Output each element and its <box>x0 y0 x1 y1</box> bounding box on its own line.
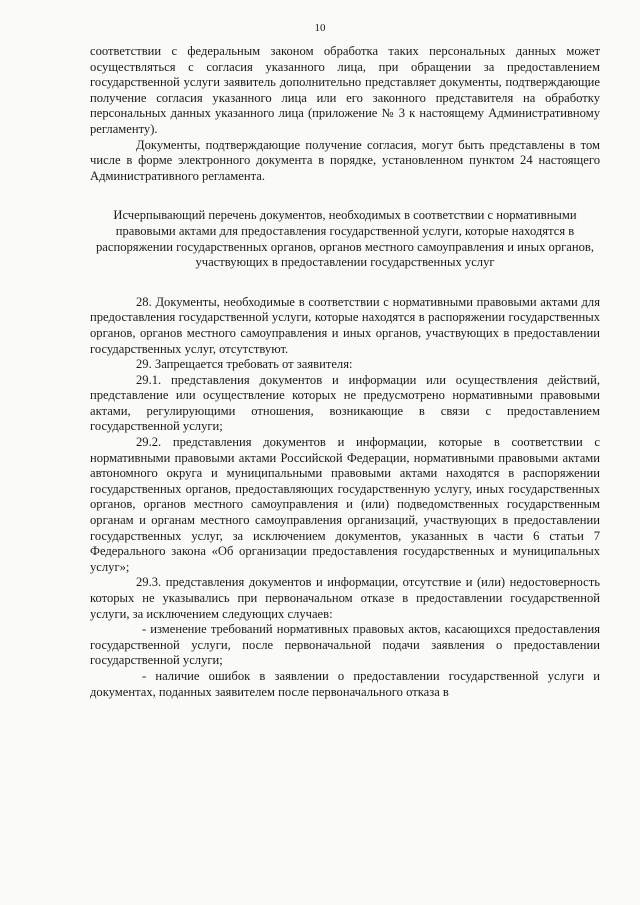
paragraph-electronic-documents: Документы, подтверждающие получение согласия, могут быть представлены в том числе в форме электронного документа в порядке, установленном пунктом 24 настоящего Административного регламента. <box>90 137 600 183</box>
clause-29-1: 29.1. представления документов и информации или осуществления действий, представление или осуществление которых не предусмотрено нормативными правовыми актами, регулирующими отношения, возникающие в связи с предоставлением государственной услуги; <box>90 372 600 434</box>
clause-29-3: 29.3. представления документов и информации, отсутствие и (или) недостоверность которых не указывались при первоначальном отказе в предоставлении государственной услуги, за исключением следующих случаев: <box>90 575 600 621</box>
document-content <box>90 44 600 700</box>
list-item-errors-in-application: - наличие ошибок в заявлении о предоставлении государственной услуги и документах, поданных заявителем после первоначального отказа в <box>90 668 600 699</box>
clause-28: 28. Документы, необходимые в соответствии с нормативными правовыми актами для предоставления государственной услуги, которые находятся в распоряжении государственных органов, органов местного самоуправления и иных органов, участвующих в предоставлении государственных услуг, отсутствуют. <box>90 294 600 356</box>
paragraph-consent-continuation: соответствии с федеральным законом обработка таких персональных данных может осуществляться с согласия указанного лица, при обращении за предоставлением государственной услуги заявитель дополнительно представляет документы, подтверждающие получение согласия указанного лица или его законного представителя на обработку персональных данных указанного лица (приложение № 3 к настоящему Административному регламенту). <box>90 44 600 136</box>
section-heading: Исчерпывающий перечень документов, необходимых в соответствии с нормативными правовыми актами для предоставления государственной услуги, которые находятся в распоряжении государственных органов, органов местного самоуправления и иных органов, участвующих в предоставлении государственных услуг <box>96 208 594 270</box>
clause-29: 29. Запрещается требовать от заявителя: <box>136 357 353 372</box>
clause-29-2: 29.2. представления документов и информации, которые в соответствии с нормативными правовыми актами Российской Федерации, нормативными правовыми актами автономного округа и муниципальными правовыми актами находятся в распоряжении государственных органов, предоставляющих государственную услугу, иных государственных органов, органов местного самоуправления и (или) подведомственных государственным органам и органам местного самоуправления организаций, участвующих в предоставлении государственных услуг, за исключением документов, указанных в части 6 статьи 7 Федерального закона «Об организации предоставления государственных и муниципальных услуг»; <box>90 435 600 574</box>
list-item-requirements-change: - изменение требований нормативных правовых актов, касающихся предоставления государственной услуги, после первоначальной подачи заявления о предоставлении государственной услуги; <box>90 622 600 668</box>
page-number: 10 <box>314 22 326 34</box>
